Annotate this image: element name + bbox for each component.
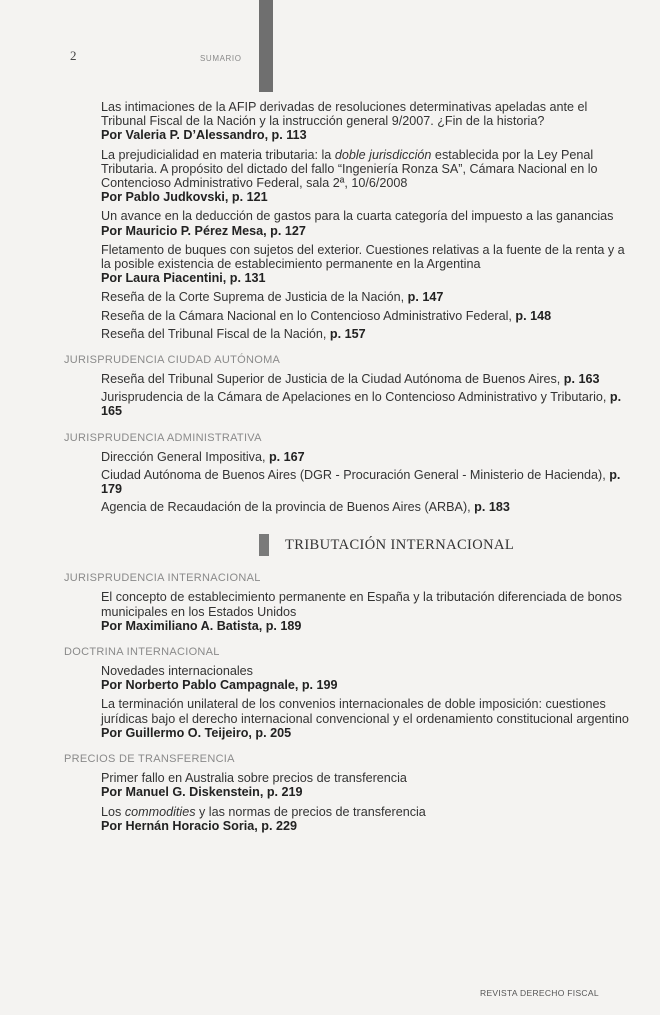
resena-entry: Reseña de la Corte Suprema de Justicia de la Nación, p. 147 [101,290,444,305]
page-ref: p. 167 [268,449,305,464]
toc-entry [101,243,634,286]
resena-entry: Jurisprudencia de la Cámara de Apelaciones en lo Contencioso Administrativo y Tributario, p. 165 [101,390,622,419]
resena-entry: Ciudad Autónoma de Buenos Aires (DGR - Procuración General - Ministerio de Hacienda), p. 179 [101,467,621,497]
entry-author: Por Pablo Judkovski, p. 121 [101,190,268,205]
entry-author: Por Norberto Pablo Campagnale, p. 199 [101,678,338,693]
page-ref: p. 179 [101,467,621,497]
page-ref: p. 147 [407,290,444,305]
entry-title: Novedades internacionales [101,664,253,679]
part-title: TRIBUTACIÓN INTERNACIONAL [285,536,515,553]
section-heading: DOCTRINA INTERNACIONAL [64,646,220,659]
resena-entry: Reseña del Tribunal Superior de Justicia de la Ciudad Autónoma de Buenos Aires, p. 163 [101,372,600,387]
toc-entry [101,590,634,633]
entry-title: La terminación unilateral de los convenios internacionales de doble imposición: cuestiones jurídicas bajo el derecho internacional convencional y el ordenamiento constitucional argentino [101,697,629,726]
entry-title-emphasis: commodities [124,804,196,819]
part-heading [259,534,634,556]
entry-title: Fletamento de buques con sujetos del exterior. Cuestiones relativas a la fuente de la renta y a la posible existencia de establecimiento permanente en la Argentina [101,242,625,272]
page-tab-marker [259,0,273,92]
section-heading: JURISPRUDENCIA CIUDAD AUTÓNOMA [64,354,281,367]
toc-entry [101,771,634,799]
resena-entry: Dirección General Impositiva, p. 167 [101,449,305,464]
page-ref: p. 163 [563,372,600,387]
toc-entry [101,805,634,833]
entry-title: Primer fallo en Australia sobre precios de transferencia [101,771,407,786]
part-marker [259,534,269,556]
page-number: 2 [70,48,77,63]
page-ref: p. 148 [515,308,552,323]
toc-entry [101,100,634,143]
entry-author: Por Valeria P. D’Alessandro, p. 113 [101,128,307,143]
entry-author: Por Hernán Horacio Soria, p. 229 [101,818,297,833]
table-of-contents [64,100,634,838]
page-ref: p. 165 [101,390,622,419]
running-head: SUMARIO [200,54,242,63]
entry-title: Las intimaciones de la AFIP derivadas de resoluciones determinativas apeladas ante el Tribunal Fiscal de la Nación y la instrucción general 9/2007. ¿Fin de la historia? [101,100,588,129]
page-ref: p. 157 [329,326,366,341]
resena-entry: Agencia de Recaudación de la provincia de Buenos Aires (ARBA), p. 183 [101,500,510,515]
entry-author: Por Manuel G. Diskenstein, p. 219 [101,785,303,800]
entry-title: La prejudicialidad en materia tributaria: la doble jurisdicción establecida por la Ley Penal Tributaria. A propósito del dictado del fallo “Ingeniería Ronza SA”, Cámara Nacional en lo Contencioso Administrativo Federal, sala 2ª, 10/6/2008 [101,147,598,191]
resena-entry: Reseña del Tribunal Fiscal de la Nación, p. 157 [101,326,366,341]
entry-author: Por Maximiliano A. Batista, p. 189 [101,618,302,633]
toc-entry [101,664,634,692]
section-heading: PRECIOS DE TRANSFERENCIA [64,753,235,766]
toc-entry [101,148,634,205]
section-heading: JURISPRUDENCIA INTERNACIONAL [64,572,261,585]
entry-title: El concepto de establecimiento permanente en España y la tributación diferenciada de bonos municipales en los Estados Unidos [101,590,622,619]
toc-entry [101,697,634,740]
toc-entry [101,209,634,237]
page-ref: p. 183 [474,500,510,515]
entry-title: Un avance en la deducción de gastos para la cuarta categoría del impuesto a las ganancias [101,209,614,224]
entry-title: Los commodities y las normas de precios de transferencia [101,804,426,819]
entry-author: Por Mauricio P. Pérez Mesa, p. 127 [101,223,306,238]
entry-author: Por Laura Piacentini, p. 131 [101,271,266,286]
resena-entry: Reseña de la Cámara Nacional en lo Contencioso Administrativo Federal, p. 148 [101,308,552,323]
journal-footer: REVISTA DERECHO FISCAL [480,988,599,998]
entry-author: Por Guillermo O. Teijeiro, p. 205 [101,725,292,740]
entry-title-emphasis: doble jurisdicción [334,147,432,162]
section-heading: JURISPRUDENCIA ADMINISTRATIVA [64,431,262,444]
